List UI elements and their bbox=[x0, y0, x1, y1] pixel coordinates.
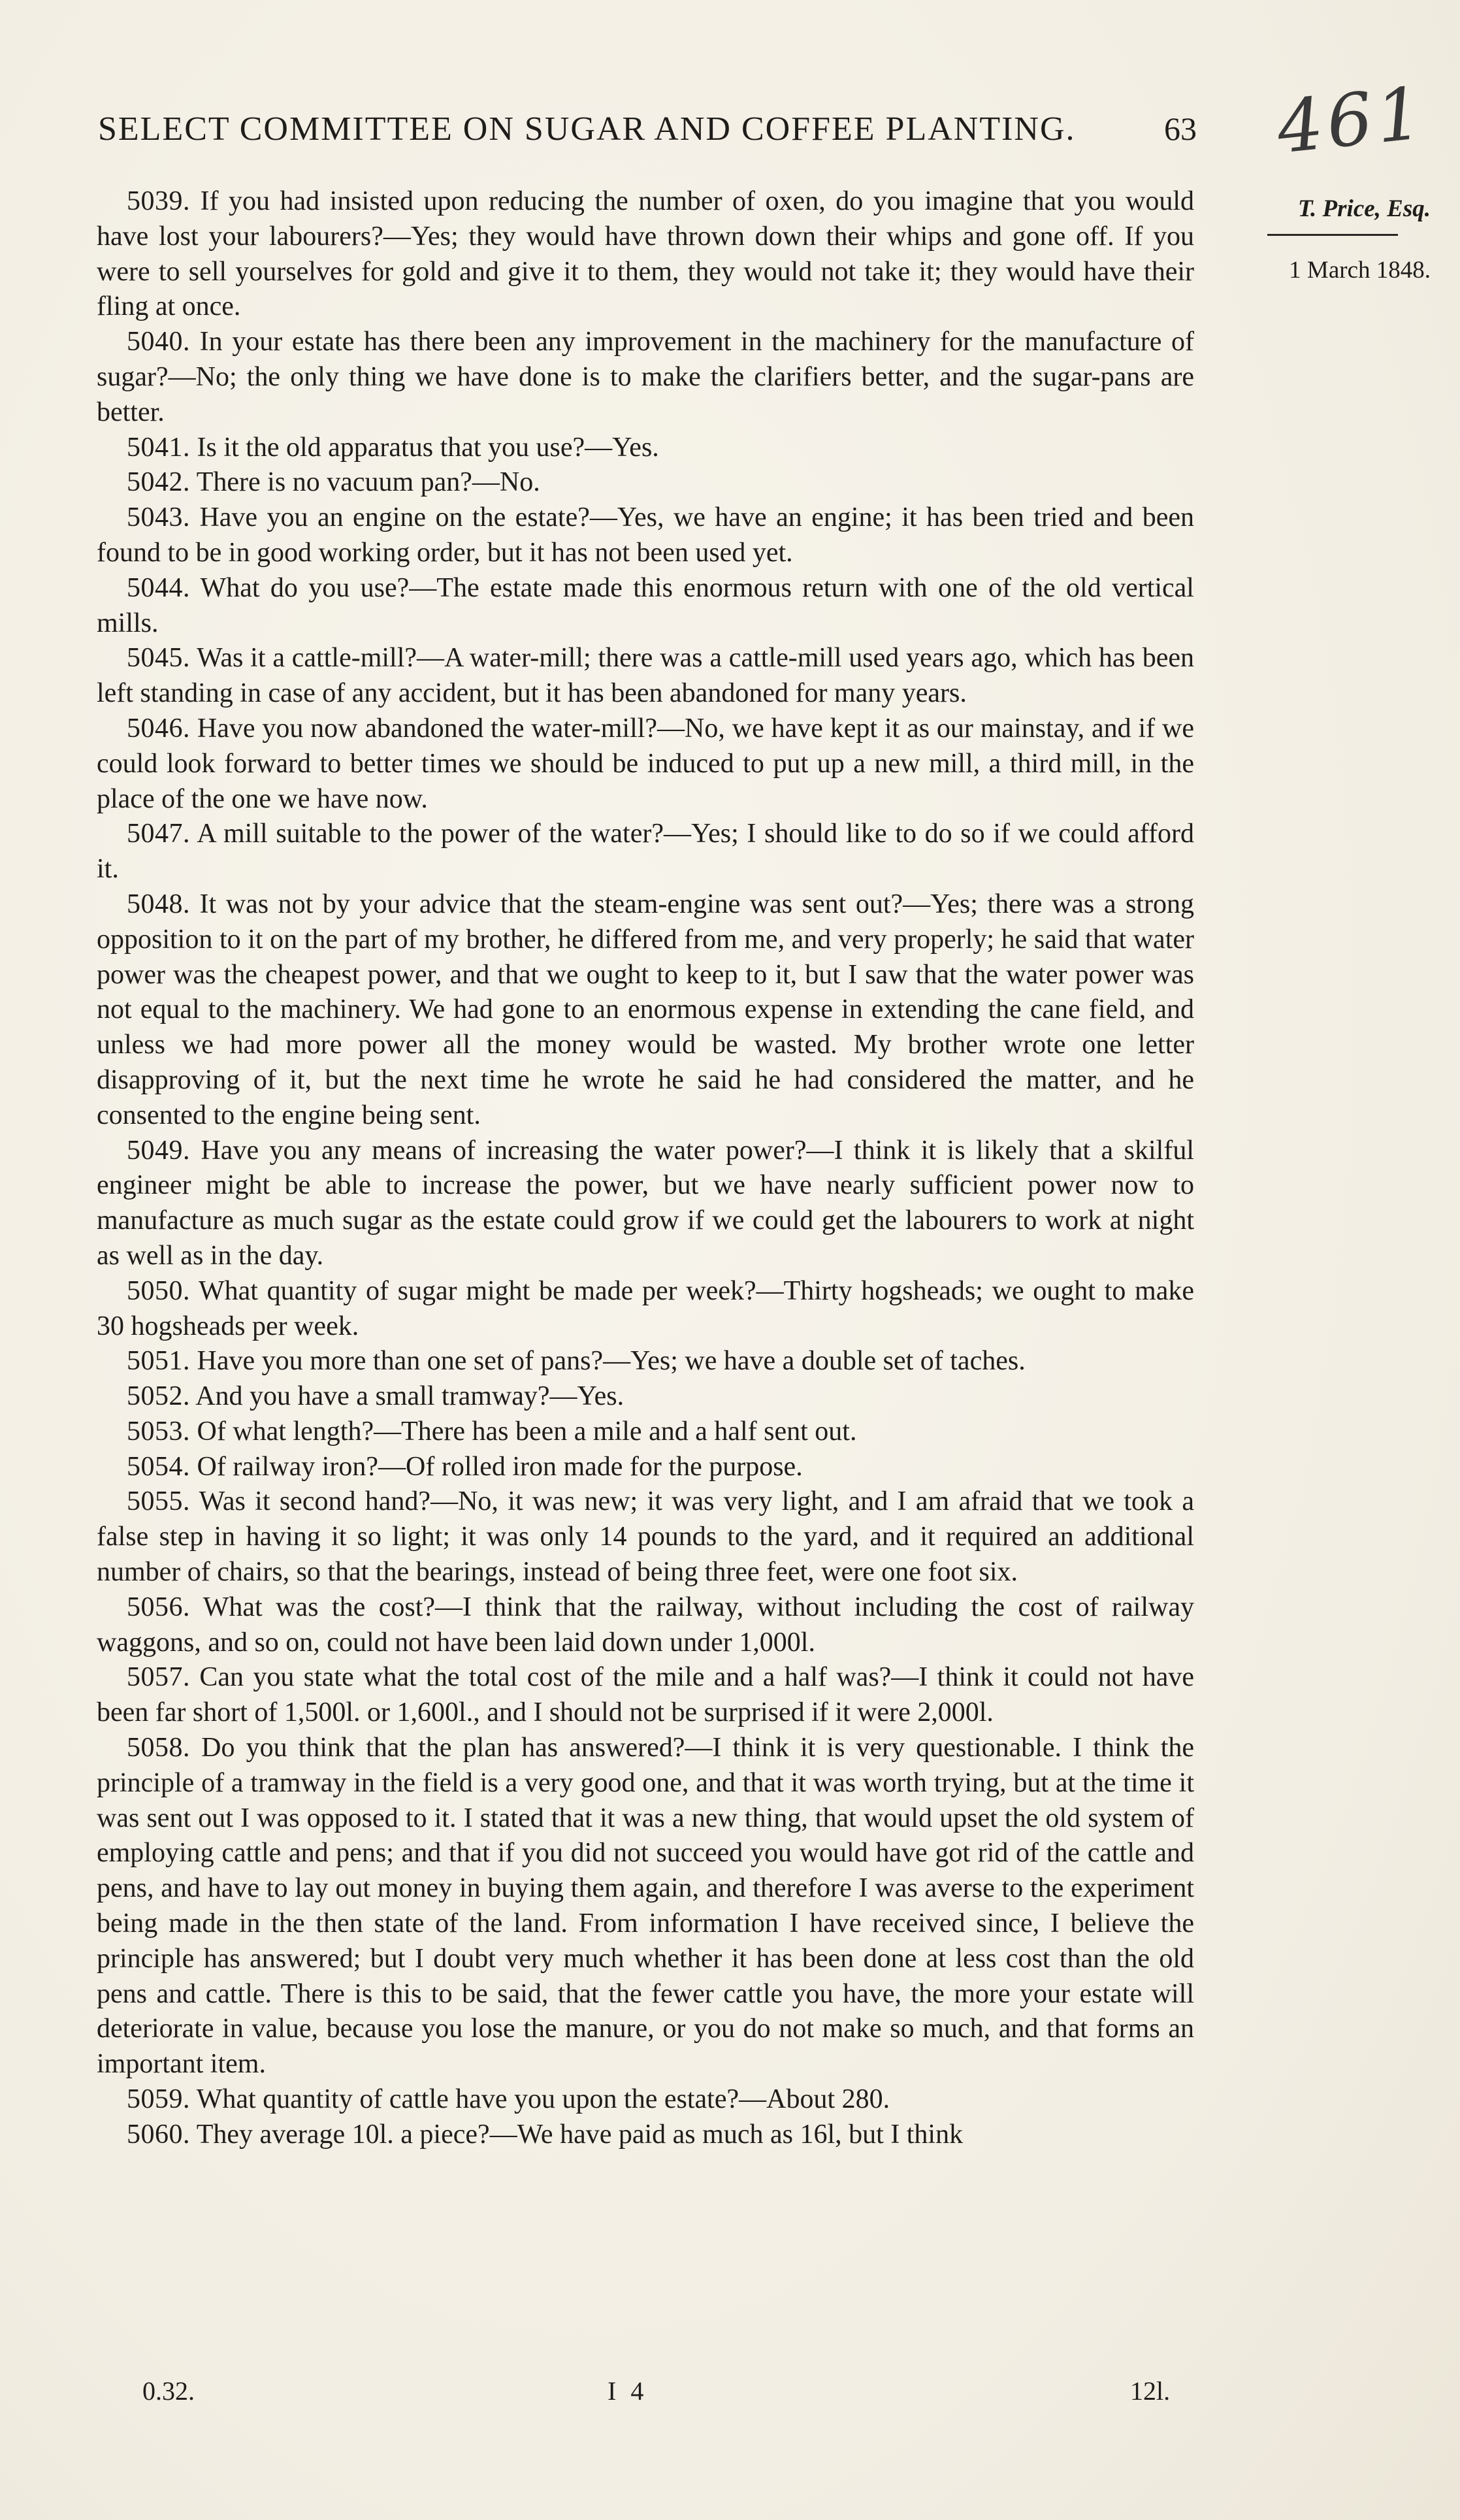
testimony-paragraph bbox=[97, 184, 1194, 325]
testimony-paragraph bbox=[97, 1590, 1194, 1661]
question-number: 5048. bbox=[127, 889, 190, 919]
question-number: 5053. bbox=[127, 1416, 190, 1447]
page-number: 63 bbox=[1164, 110, 1197, 147]
question-number: 5047. bbox=[127, 819, 190, 849]
question-text: It was not by your advice that the steam-engine was sent out?—Yes; there was a strong opposition to it on the part of my brother, he differed from me, and very properly; he said that water power was the cheapest power, and that we ought to keep to it, but I saw that the water power was not equal to the machinery. We had gone to an enormous expense in extending the cane field, and unless we had more power all the money would be wasted. My brother wrote one letter disapproving of it, but the next time he wrote he said he had considered the matter, and he consented to the engine being sent. bbox=[97, 889, 1194, 1130]
question-number: 5044. bbox=[127, 572, 190, 603]
testimony-paragraph bbox=[97, 1415, 1194, 1450]
testimony-paragraph bbox=[97, 1379, 1194, 1415]
footer-signature-mark: I 4 bbox=[608, 2376, 648, 2406]
question-text: Have you more than one set of pans?—Yes; we have a double set of taches. bbox=[197, 1346, 1026, 1377]
question-number: 5052. bbox=[127, 1381, 190, 1412]
question-text: Have you now abandoned the water-mill?—No, we have kept it as our mainstay, and if we could look forward to better times we should be induced to put up a new mill, a third mill, in the place of the one we have now. bbox=[97, 713, 1194, 814]
question-text: In your estate has there been any improvement in the machinery for the manufacture of sugar?—No; the only thing we have done is to make the clarifiers better, and the sugar-pans are better. bbox=[97, 327, 1195, 427]
question-text: There is no vacuum pan?—No. bbox=[196, 467, 540, 498]
question-number: 5049. bbox=[127, 1135, 190, 1166]
testimony-paragraph bbox=[97, 1274, 1194, 1345]
question-text: What was the cost?—I think that the railway, without including the cost of railway waggons, and so on, could not have been laid down under 1,000l. bbox=[97, 1592, 1194, 1658]
question-text: Have you an engine on the estate?—Yes, we have an engine; it has been tried and been found to be in good working order, but it has not been used yet. bbox=[97, 502, 1194, 568]
testimony-body bbox=[97, 184, 1194, 2153]
testimony-paragraph bbox=[97, 887, 1194, 1134]
margin-witness-name: T. Price, Esq. bbox=[1297, 195, 1431, 222]
question-text: Do you think that the plan has answered?—I think it is very questionable. I think the principle of a tramway in the field is a very good one, and that it was worth trying, but at the time it was sent out I was opposed to it. I stated that it was a new thing, that would upset the old system of employing cattle and pens; and that if you did not succeed you would have got rid of the cattle and pens, and have to lay out money in buying them again, and therefore I was averse to the experiment being made in the then state of the land. From information I have received since, I believe the principle has answered; but I doubt very much whether it has been done at less cost than the old pens and cattle. There is this to be said, that the fewer cattle you have, the more your estate will deteriorate in value, because you lose the manure, or you do not make so much, and that forms an important item. bbox=[97, 1733, 1195, 2080]
question-number: 5050. bbox=[127, 1275, 190, 1306]
testimony-paragraph bbox=[97, 325, 1194, 430]
testimony-paragraph bbox=[97, 641, 1194, 712]
testimony-paragraph bbox=[97, 1484, 1194, 1590]
question-text: What quantity of sugar might be made per week?—Thirty hogsheads; we ought to make 30 hogsheads per week. bbox=[97, 1275, 1194, 1341]
testimony-paragraph bbox=[97, 431, 1194, 466]
question-text: They average 10l. a piece?—We have paid as much as 16l, but I think bbox=[196, 2119, 964, 2150]
question-text: And you have a small tramway?—Yes. bbox=[195, 1381, 625, 1412]
question-number: 5043. bbox=[127, 502, 190, 533]
question-number: 5041. bbox=[127, 432, 190, 463]
testimony-paragraph bbox=[97, 1731, 1194, 2082]
question-number: 5042. bbox=[127, 467, 190, 498]
testimony-paragraph bbox=[97, 500, 1194, 571]
testimony-paragraph bbox=[97, 2082, 1194, 2118]
question-number: 5056. bbox=[127, 1592, 190, 1622]
question-text: Was it second hand?—No, it was new; it was very light, and I am afraid that we took a false step in having it so light; it was only 14 pounds to the yard, and it required an additional number of chairs, so that the bearings, instead of being three feet, were one foot six. bbox=[97, 1486, 1194, 1588]
testimony-paragraph bbox=[97, 1450, 1194, 1485]
testimony-paragraph bbox=[97, 1660, 1194, 1731]
question-number: 5039. bbox=[127, 186, 190, 216]
question-text: If you had insisted upon reducing the number of oxen, do you imagine that you would have lost your labourers?—Yes; they would have thrown down their whips and gone off. If you were to sell yourselves for gold and give it to them, they would not take it; they would have their fling at once. bbox=[97, 186, 1194, 322]
question-text: Of railway iron?—Of rolled iron made for the purpose. bbox=[197, 1451, 803, 1482]
question-number: 5059. bbox=[127, 2084, 190, 2115]
testimony-paragraph bbox=[97, 2118, 1194, 2153]
testimony-paragraph bbox=[97, 465, 1194, 500]
testimony-paragraph bbox=[97, 571, 1194, 642]
handwritten-folio-number: 461 bbox=[1273, 71, 1431, 170]
question-text: Have you any means of increasing the water power?—I think it is likely that a skilful engineer might be able to increase the power, but we have nearly sufficient power now to manufacture as much sugar as the estate could grow if we could get the labourers to work at night as well as in the day. bbox=[97, 1135, 1194, 1271]
question-number: 5060. bbox=[127, 2119, 190, 2150]
question-text: A mill suitable to the power of the water?—Yes; I should like to do so if we could afford it. bbox=[97, 819, 1195, 885]
question-text: What do you use?—The estate made this enormous return with one of the old vertical mills. bbox=[97, 572, 1194, 638]
testimony-paragraph bbox=[97, 712, 1194, 817]
footer-print-mark: 0.32. bbox=[142, 2376, 195, 2406]
footer-catchword: 12l. bbox=[1130, 2376, 1171, 2406]
testimony-paragraph bbox=[97, 1134, 1194, 1274]
question-number: 5046. bbox=[127, 713, 190, 744]
margin-rule bbox=[1267, 234, 1398, 236]
question-number: 5054. bbox=[127, 1451, 190, 1482]
question-number: 5040. bbox=[127, 327, 190, 357]
question-number: 5045. bbox=[127, 643, 190, 674]
question-text: Can you state what the total cost of the mile and a half was?—I think it could not have been far short of 1,500l. or 1,600l., and I should not be surprised if it were 2,000l. bbox=[97, 1662, 1194, 1728]
question-number: 5051. bbox=[127, 1346, 190, 1377]
question-text: Of what length?—There has been a mile and a half sent out. bbox=[197, 1416, 857, 1447]
testimony-paragraph bbox=[97, 817, 1194, 887]
margin-date: 1 March 1848. bbox=[1289, 257, 1431, 284]
question-text: Is it the old apparatus that you use?—Yes. bbox=[197, 432, 659, 463]
question-text: Was it a cattle-mill?—A water-mill; there was a cattle-mill used years ago, which has been left standing in case of any accident, but it has been abandoned for many years. bbox=[97, 643, 1194, 709]
page-header-title: SELECT COMMITTEE ON SUGAR AND COFFEE PLANTING. bbox=[98, 110, 1076, 148]
testimony-paragraph bbox=[97, 1344, 1194, 1379]
question-number: 5058. bbox=[127, 1733, 190, 1763]
question-number: 5057. bbox=[127, 1662, 190, 1693]
question-text: What quantity of cattle have you upon the estate?—About 280. bbox=[196, 2084, 890, 2115]
question-number: 5055. bbox=[127, 1486, 190, 1517]
